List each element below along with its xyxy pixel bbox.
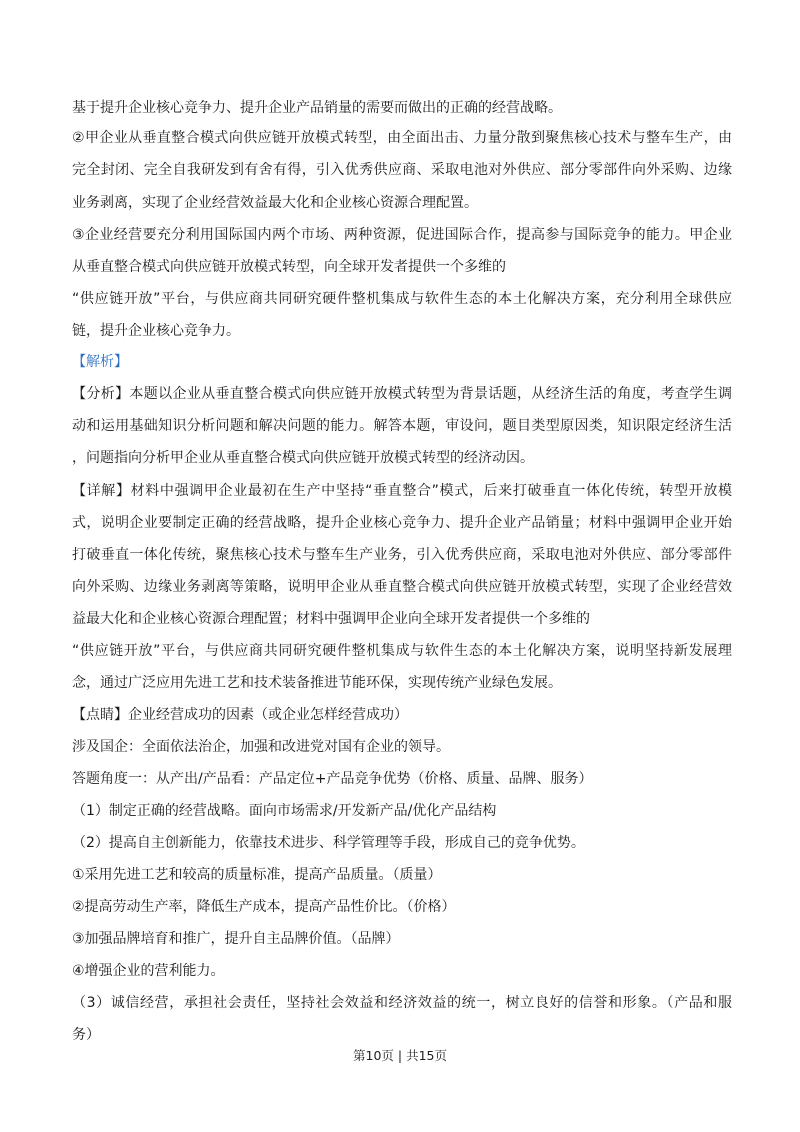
text-line: 式，说明企业要制定正确的经营战略，提升企业核心竞争力、提升企业产品销量；材料中强调甲企业开始 xyxy=(72,515,732,531)
text-line: ④增强企业的营利能力。 xyxy=(72,963,225,979)
text-line: ③加强品牌培育和推广，提升自主品牌价值。（品牌） xyxy=(72,931,400,947)
text-line: 【点睛】企业经营成功的因素（或企业怎样经营成功） xyxy=(72,707,408,723)
text-line: 【详解】材料中强调甲企业最初在生产中坚持“垂直整合”模式，后来打破垂直一体化传统，转型开放模 xyxy=(72,483,732,499)
text-line: 打破垂直一体化传统，聚焦核心技术与整车生产业务，引入优秀供应商，采取电池对外供应、部分零部件 xyxy=(72,547,732,563)
section-heading-analysis: 【解析】 xyxy=(72,354,128,370)
text-line: （1）制定正确的经营战略。面向市场需求/开发新产品/优化产品结构 xyxy=(72,803,497,819)
text-line: “供应链开放”平台，与供应商共同研究硬件整机集成与软件生态的本土化解决方案，说明坚持新发展理 xyxy=(72,643,732,659)
text-line: 基于提升企业核心竞争力、提升企业产品销量的需要而做出的正确的经营战略。 xyxy=(72,100,562,116)
text-line: 完全封闭、完全自我研发到有舍有得，引入优秀供应商、采取电池对外供应、部分零部件向外采购、边缘 xyxy=(72,162,732,178)
text-line: ③企业经营要充分利用国际国内两个市场、两种资源，促进国际合作，提高参与国际竞争的能力。甲企业 xyxy=(72,227,732,243)
text-line: 念，通过广泛应用先进工艺和技术装备推进节能环保，实现传统产业绿色发展。 xyxy=(72,675,562,691)
text-line: 动和运用基础知识分析问题和解决问题的能力。解答本题，审设问，题目类型原因类，知识限定经济生活 xyxy=(72,418,732,434)
text-line: 涉及国企：全面依法治企，加强和改进党对国有企业的领导。 xyxy=(72,739,450,755)
text-line: （2）提高自主创新能力，依靠技术进步、科学管理等手段，形成自己的竞争优势。 xyxy=(72,835,585,851)
text-line: 链，提升企业核心竞争力。 xyxy=(72,323,240,339)
text-line: 益最大化和企业核心资源合理配置；材料中强调甲企业向全球开发者提供一个多维的 xyxy=(72,611,590,627)
text-line: 向外采购、边缘业务剥离等策略，说明甲企业从垂直整合模式向供应链开放模式转型，实现了企业经营效 xyxy=(72,579,732,595)
text-line: ②提高劳动生产率，降低生产成本，提高产品性价比。（价格） xyxy=(72,899,456,915)
text-line: 务） xyxy=(72,1027,100,1043)
text-line: ②甲企业从垂直整合模式向供应链开放模式转型，由全面出击、力量分散到聚焦核心技术与整车生产，由 xyxy=(72,130,732,146)
text-line: 【分析】本题以企业从垂直整合模式向供应链开放模式转型为背景话题，从经济生活的角度，考查学生调 xyxy=(72,386,732,402)
text-line: 业务剥离，实现了企业经营效益最大化和企业核心资源合理配置。 xyxy=(72,195,478,211)
text-line: “供应链开放”平台，与供应商共同研究硬件整机集成与软件生态的本土化解决方案，充分利用全球供应 xyxy=(72,291,732,307)
page-number-footer: 第10页 | 共15页 xyxy=(353,1048,447,1063)
text-line: ，问题指向分析甲企业从垂直整合模式向供应链开放模式转型的经济动因。 xyxy=(72,450,534,466)
text-line: （3）诚信经营，承担社会责任，坚持社会效益和经济效益的统一，树立良好的信誉和形象。（产品和服 xyxy=(72,995,732,1011)
text-line: ①采用先进工艺和较高的质量标准，提高产品质量。（质量） xyxy=(72,867,442,883)
text-line: 从垂直整合模式向供应链开放模式转型，向全球开发者提供一个多维的 xyxy=(72,259,506,275)
text-line: 答题角度一：从产出/产品看：产品定位+产品竞争优势（价格、质量、品牌、服务） xyxy=(72,771,593,787)
